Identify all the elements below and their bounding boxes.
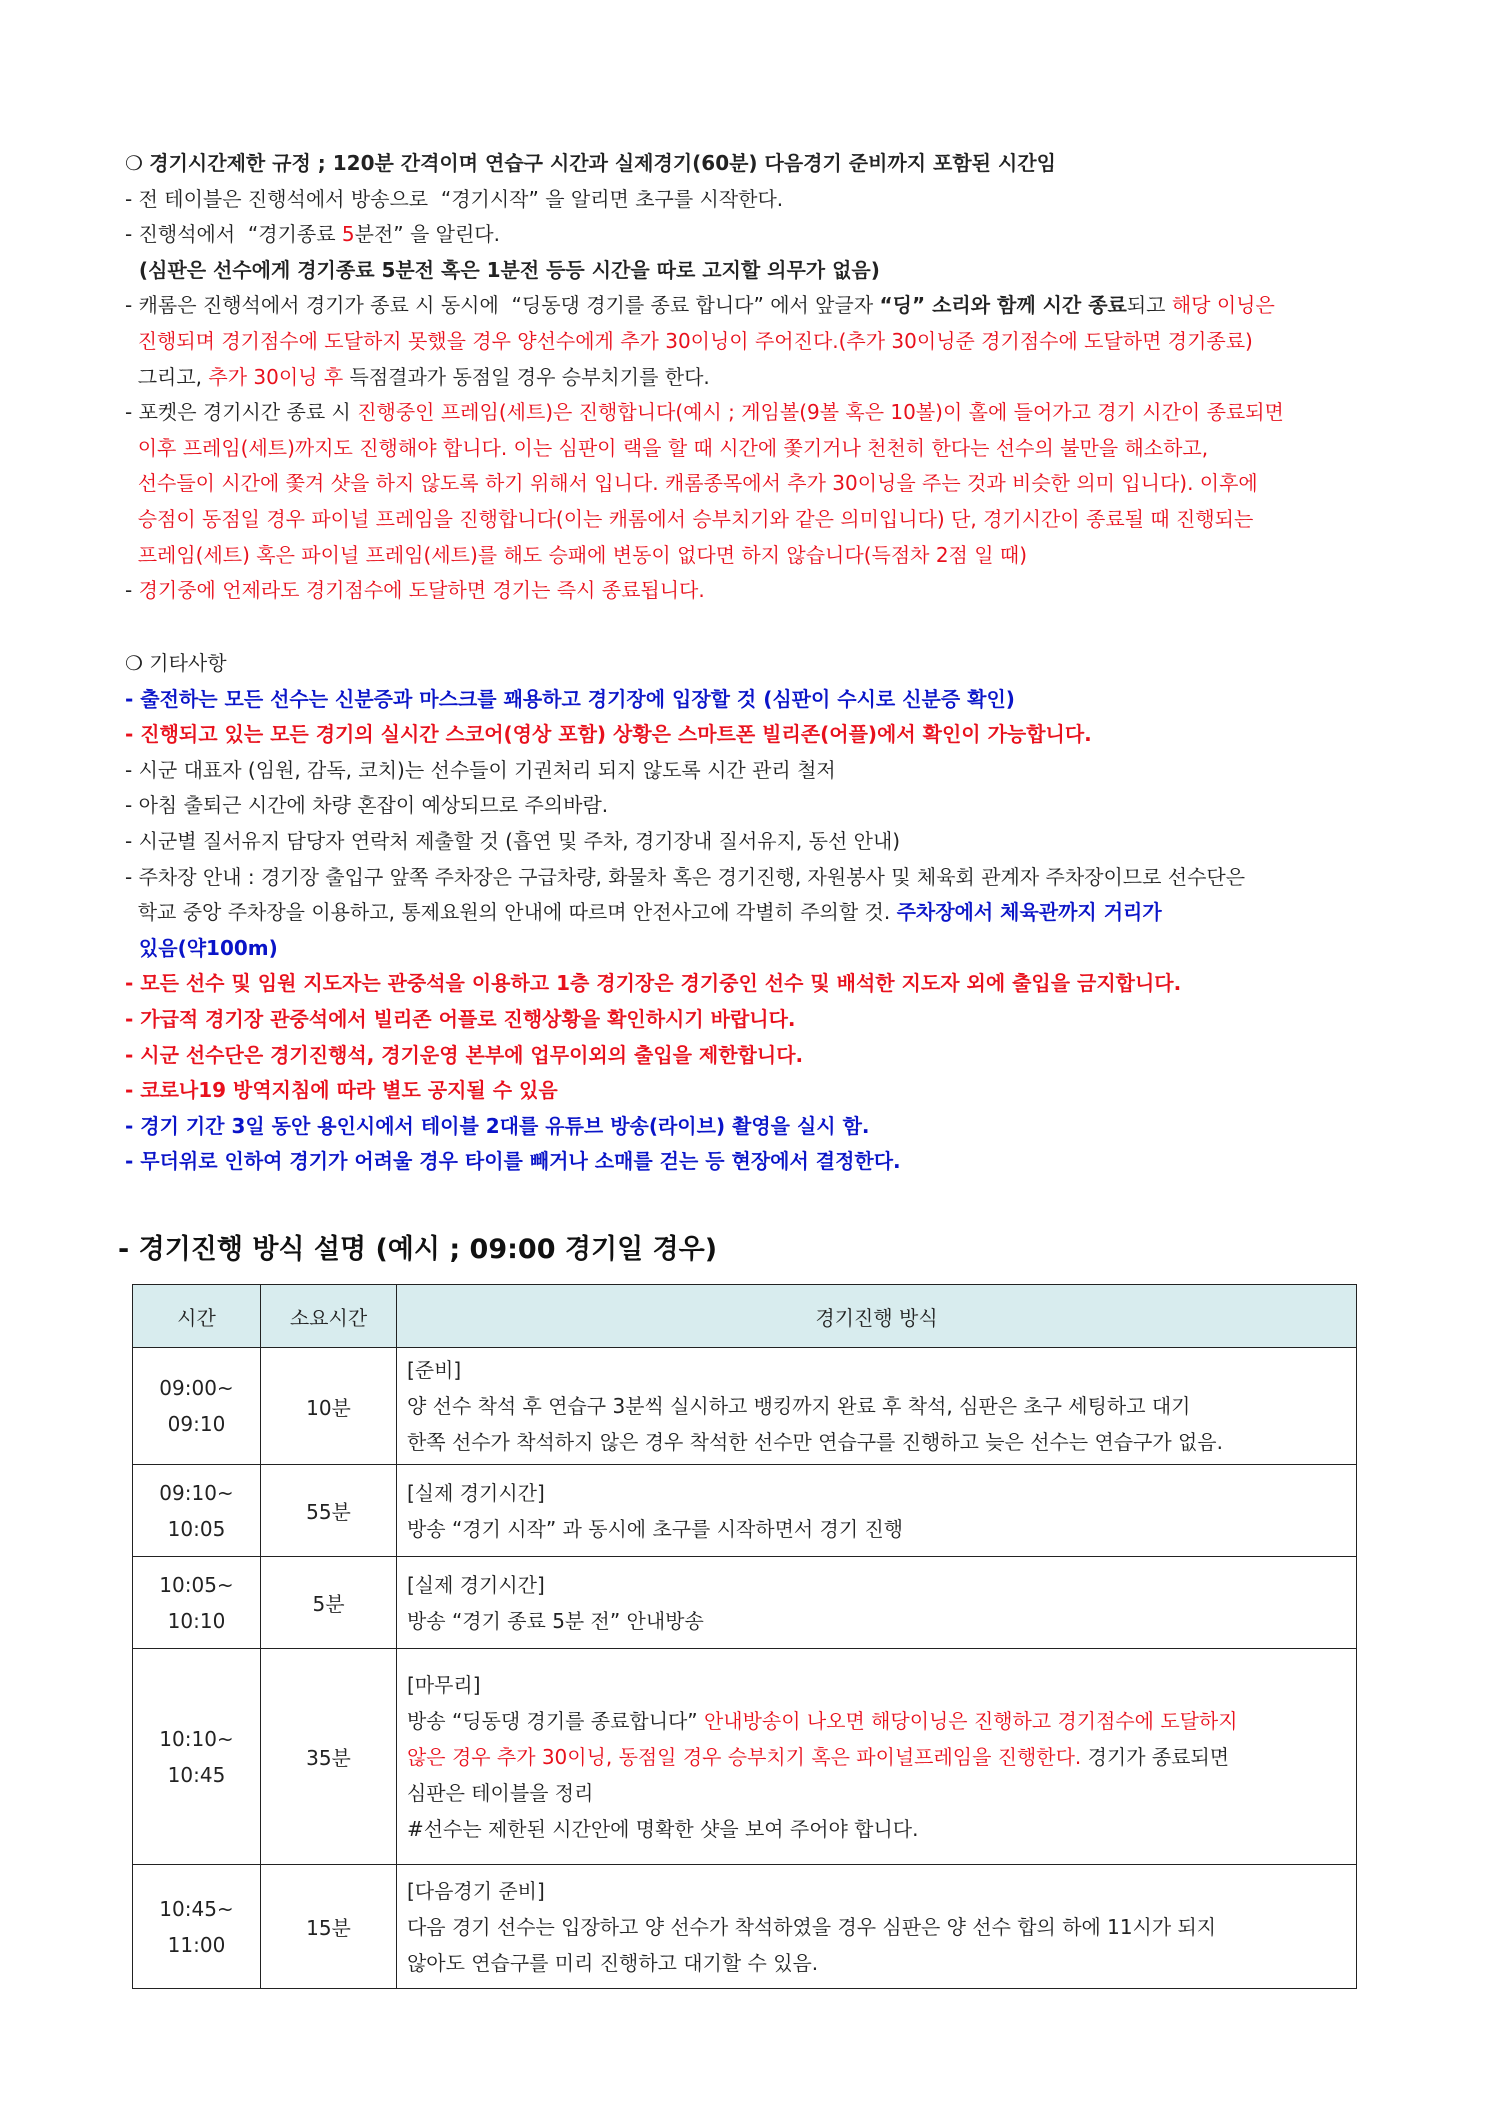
header-procedure: 경기진행 방식 [397,1285,1357,1348]
text-line [125,187,783,211]
time-value: 11:00 [167,1932,226,1957]
time-cell [133,1348,261,1465]
text-run: - 무더위로 인하여 경기가 어려울 경우 타이를 빼거나 소매를 걷는 등 현장에서 결정한다. [125,1149,901,1174]
time-cell [133,1465,261,1557]
procedure-line [407,1424,1345,1460]
text-run: - 주차장 안내 : 경기장 출입구 앞쪽 주차장은 구급차량, 화물차 혹은 경기진행, 자원봉사 및 체육회 관계자 주차장이므로 선수단은 [125,864,1246,889]
text-run: - 전 테이블은 진행석에서 방송으로 “경기시작” 을 알리면 초구를 시작한다. [125,186,784,211]
duration-cell: 5분 [261,1557,397,1649]
text-line [125,651,227,675]
procedure-line [407,1775,1345,1811]
text-run: 방송 “딩동댕 경기를 종료합니다” [407,1708,704,1733]
table-header-row [133,1285,1357,1348]
procedure-line [407,1603,1345,1639]
text-line [125,1149,901,1173]
text-run: - 진행석에서 “경기종료 [125,222,342,247]
text-run: 양 선수 착석 후 연습구 3분씩 실시하고 뱅킹까지 완료 후 착석, 심판은 초구 세팅하고 대기 [407,1394,1191,1418]
procedure-cell [397,1649,1357,1865]
text-run: 5 [341,222,355,247]
procedure-cell [397,1557,1357,1649]
text-run: 심판은 테이블을 정리 [407,1780,594,1805]
text-run: 다음 경기 선수는 입장하고 양 선수가 착석하였을 경우 심판은 양 선수 합의 하에 11시가 되지 [407,1914,1217,1939]
text-run: - 코로나19 방역지침에 따라 별도 공지될 수 있음 [125,1078,558,1103]
procedure-line [407,1703,1345,1739]
procedure-cell [397,1348,1357,1465]
text-run: - 포켓은 경기시간 종료 시 [125,400,358,425]
text-run: - 시군 대표자 (임원, 감독, 코치)는 선수들이 기권처리 되지 않도록 시간 관리 철저 [125,757,836,782]
table-row [133,1348,1357,1465]
text-run: [준비] [407,1358,462,1382]
procedure-line [407,1739,1345,1775]
text-line [125,329,1253,353]
text-run: 않은 경우 추가 30이닝, 동점일 경우 승부치기 혹은 파이널프레임을 진행한다. [407,1744,1082,1769]
time-value: 09:00~ [159,1376,234,1400]
text-line [125,971,1181,995]
time-value: 10:10~ [159,1726,234,1751]
text-line [125,471,1258,495]
time-value: 10:10 [167,1608,226,1633]
text-run: 그리고, [125,364,209,389]
text-run: “딩” 소리와 함께 시간 종료 [879,293,1127,318]
text-line [125,222,500,246]
match-schedule-table [132,1284,1357,1989]
text-line [125,936,278,960]
text-run: 경기중에 언제라도 경기점수에 도달하면 경기는 즉시 종료됩니다. [138,578,705,603]
text-run: 방송 “경기 시작” 과 동시에 초구를 시작하면서 경기 진행 [407,1516,904,1541]
duration-cell: 35분 [261,1649,397,1865]
duration-cell: 55분 [261,1465,397,1557]
text-line [125,722,1092,746]
text-run: 이후 프레임(세트)까지도 진행해야 합니다. 이는 심판이 랙을 할 때 시간에 쫓기거나 천천히 한다는 선수의 불만을 해소하고, [125,435,1209,460]
text-run: - 캐롬은 진행석에서 경기가 종료 시 동시에 “딩동댕 경기를 종료 합니다” 에서 앞글자 [125,293,880,318]
text-run: 진행중인 프레임(세트)은 진행합니다(예시 ; 게임볼(9볼 혹은 10볼)이 홀에 들어가고 경기 시간이 종료되면 [357,400,1284,425]
text-run: [마무리] [407,1672,481,1697]
procedure-line [407,1667,1345,1703]
text-run: 경기가 종료되면 [1081,1744,1230,1769]
text-run: [다음경기 준비] [407,1878,545,1903]
text-run: - [125,578,139,603]
text-run: - 아침 출퇴근 시간에 차량 혼잡이 예상되므로 주의바람. [125,793,609,818]
text-line [125,258,880,282]
table-row [133,1865,1357,1989]
time-value: 10:05~ [159,1572,234,1597]
procedure-cell [397,1465,1357,1557]
text-line [125,1114,870,1138]
text-run: 주차장에서 체육관까지 거리가 [896,900,1162,925]
time-cell [133,1557,261,1649]
text-line [125,1043,803,1067]
text-run: #선수는 제한된 시간안에 명확한 샷을 보여 주어야 합니다. [407,1816,919,1841]
header-time: 시간 [133,1285,261,1348]
text-line [125,829,900,853]
procedure-line [407,1567,1345,1603]
text-run: 선수들이 시간에 쫓겨 샷을 하지 않도록 하기 위해서 입니다. 캐롬종목에서 추가 30이닝을 주는 것과 비슷한 의미 입니다). 이후에 [125,471,1258,496]
text-line [125,151,1056,175]
time-value: 10:45~ [159,1896,234,1921]
text-run: 득점결과가 동점일 경우 승부치기를 한다. [343,364,710,389]
header-duration: 소요시간 [261,1285,397,1348]
text-run: - 경기 기간 3일 동안 용인시에서 테이블 2대를 유튜브 방송(라이브) 촬영을 실시 함. [125,1113,870,1138]
text-run: - 시군 선수단은 경기진행석, 경기운영 본부에 업무이외의 출입을 제한합니다. [125,1042,804,1067]
table-row [133,1465,1357,1557]
text-line [125,400,1284,424]
text-run: 학교 중앙 주차장을 이용하고, 통제요원의 안내에 따르며 안전사고에 각별히 주의할 것. [125,900,897,925]
procedure-line [407,1811,1345,1847]
text-run: - 모든 선수 및 임원 지도자는 관중석을 이용하고 1층 경기장은 경기중인 선수 및 배석한 지도자 외에 출입을 금지합니다. [125,971,1182,996]
text-run: 진행되며 경기점수에 도달하지 못했을 경우 양선수에게 추가 30이닝이 주어진다.(추가 30이닝준 경기점수에 도달하면 경기종료) [125,329,1253,353]
text-run: 있음(약100m) [125,935,278,960]
text-run: ❍ [125,151,150,175]
procedure-line [407,1909,1345,1945]
table-row [133,1557,1357,1649]
text-line [125,507,1253,531]
text-run: (심판은 선수에게 경기종료 5분전 혹은 1분전 등등 시간을 따로 고지할 의무가 없음) [125,257,880,282]
time-value: 09:10 [167,1412,226,1436]
procedure-line [407,1511,1345,1547]
text-run: 해당 이닝은 [1171,293,1275,318]
text-line [125,365,710,389]
table-row [133,1649,1357,1865]
text-line [125,1007,796,1031]
text-run: 안내방송이 나오면 해당이닝은 진행하고 경기점수에 도달하지 [703,1708,1238,1733]
text-run: - 시군별 질서유지 담당자 연락처 제출할 것 (흡연 및 주차, 경기장내 질서유지, 동선 안내) [125,829,901,853]
text-run: 방송 “경기 종료 5분 전” 안내방송 [407,1608,704,1633]
text-run: 프레임(세트) 혹은 파이널 프레임(세트)를 해도 승패에 변동이 없다면 하지 않습니다(득점차 2점 일 때) [125,542,1028,567]
text-run: 한쪽 선수가 착석하지 않은 경우 착석한 선수만 연습구를 진행하고 늦은 선수는 연습구가 없음. [407,1430,1223,1454]
time-value: 09:10~ [159,1480,234,1505]
text-line [125,793,608,817]
duration-cell: 10분 [261,1348,397,1465]
text-run: - 진행되고 있는 모든 경기의 실시간 스코어(영상 포함) 상황은 스마트폰 빌리존(어플)에서 확인이 가능합니다. [125,722,1092,747]
procedure-line [407,1873,1345,1909]
text-line [125,436,1208,460]
time-value: 10:05 [167,1516,226,1541]
time-value: 10:45 [167,1762,226,1787]
text-run: 경기시간제한 규정 ; 120분 간격이며 연습구 시간과 실제경기(60분) 다음경기 준비까지 포함된 시간임 [149,151,1056,175]
time-cell [133,1865,261,1989]
text-run: 승점이 동점일 경우 파이널 프레임을 진행합니다(이는 캐롬에서 승부치기와 같은 의미입니다) 단, 경기시간이 종료될 때 진행되는 [125,507,1254,531]
text-run: [실제 경기시간] [407,1572,545,1597]
procedure-line [407,1945,1345,1981]
text-line [125,1078,558,1102]
match-procedure-heading: - 경기진행 방식 설명 (예시 ; 09:00 경기일 경우) [118,1234,718,1265]
text-line [125,900,1162,924]
procedure-line [407,1475,1345,1511]
text-run: 분전” 을 알린다. [354,222,500,247]
text-line [125,758,836,782]
text-line [125,687,1015,711]
text-run: 되고 [1126,293,1172,318]
procedure-cell [397,1865,1357,1989]
text-run: ❍ 기타사항 [125,651,227,675]
time-cell [133,1649,261,1865]
text-run: - 가급적 경기장 관중석에서 빌리존 어플로 진행상황을 확인하시기 바랍니다. [125,1007,796,1031]
text-run: [실제 경기시간] [407,1480,545,1505]
text-line [125,293,1275,317]
text-run: 않아도 연습구를 미리 진행하고 대기할 수 있음. [407,1950,819,1975]
text-line [125,865,1245,889]
duration-cell: 15분 [261,1865,397,1989]
text-line [125,578,705,602]
procedure-line [407,1388,1345,1424]
text-run: - 출전하는 모든 선수는 신분증과 마스크를 꽤용하고 경기장에 입장할 것 (심판이 수시로 신분증 확인) [125,686,1015,711]
procedure-line [407,1352,1345,1388]
text-line [125,543,1027,567]
text-run: 추가 30이닝 후 [208,364,344,389]
